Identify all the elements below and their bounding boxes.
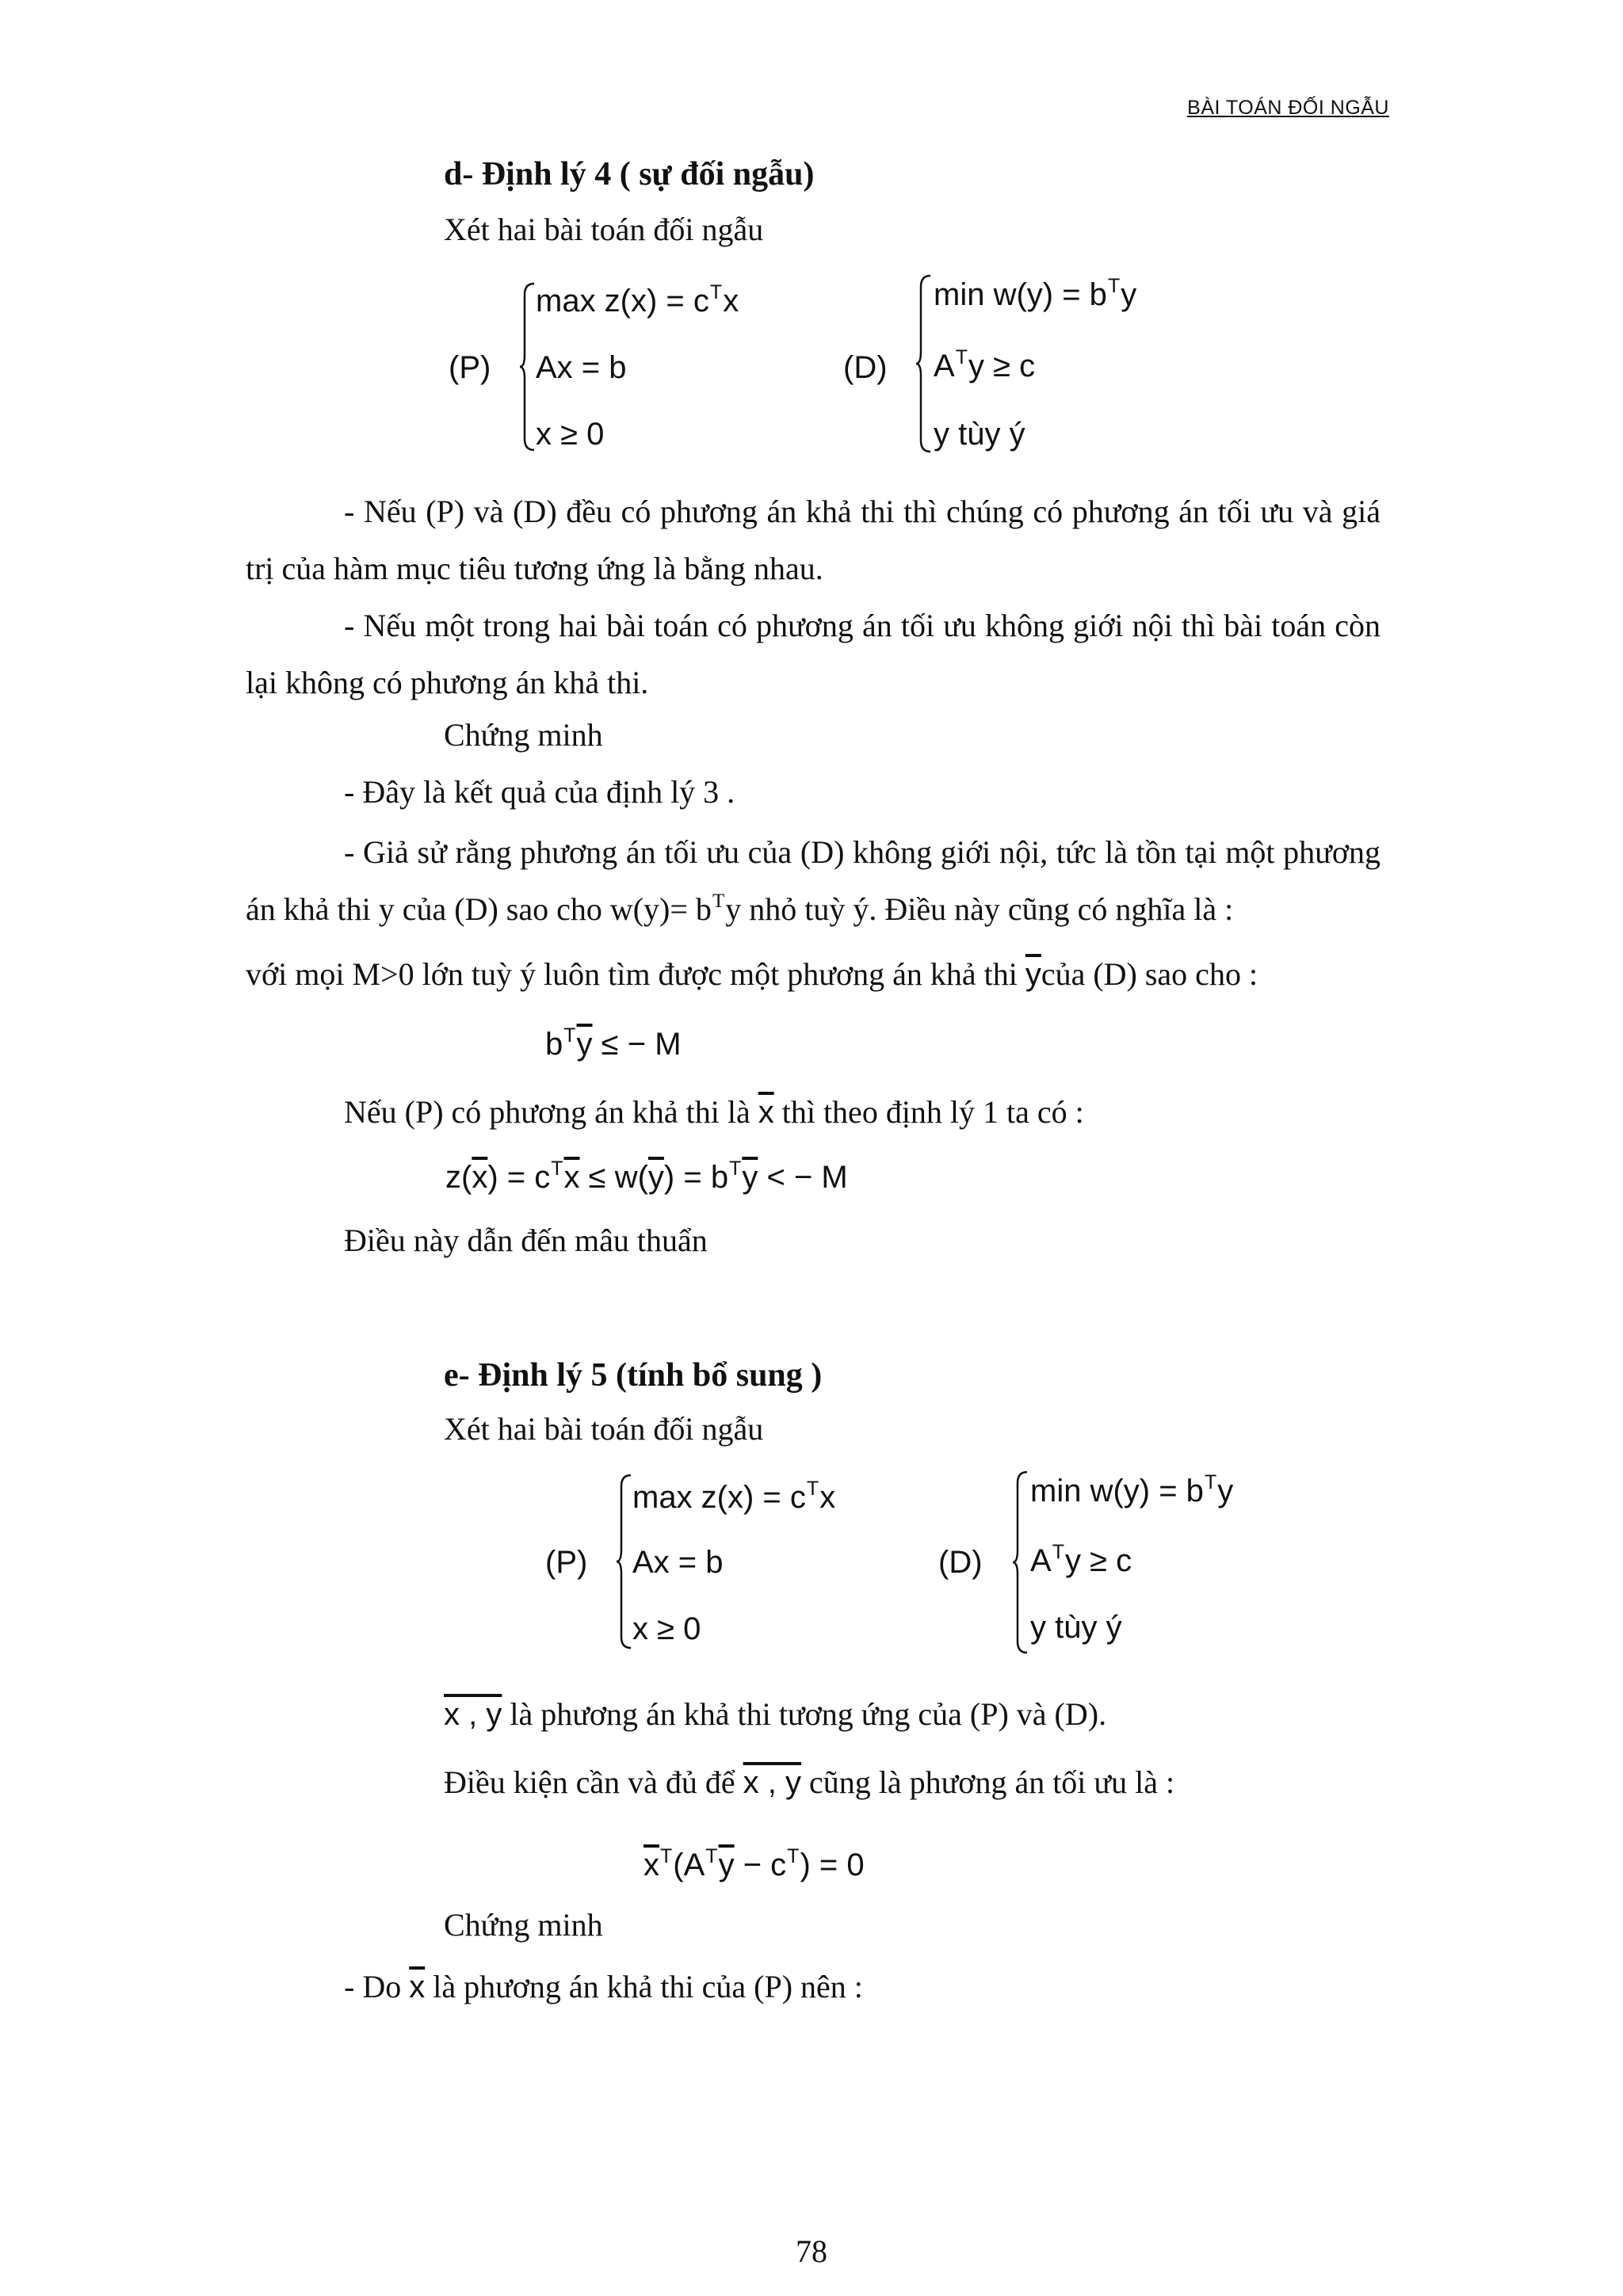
proof-line-1: - Đây là kết quả của định lý 3 . [344, 774, 735, 810]
dual-label: (D) [843, 350, 888, 385]
proof-line-3: với mọi M>0 lớn tuỳ ý luôn tìm được một phương án khả thi $\overline{y}của$ (D) sao cho : [246, 956, 1258, 992]
statement-1: - Nếu (P) và (D) đều có phương án khả thi thì chúng có phương án tối ưu và giá trị của hàm mục tiêu tương ứng là bằng nhau. [246, 494, 1381, 586]
inequality-1: $b^T\overline{y}$ ≤ − M [545, 1024, 682, 1062]
primal-label-2: (P) [545, 1545, 588, 1580]
primal-nonnegativity-2: x ≥ 0 [632, 1611, 701, 1646]
primal-constraint-2: Ax = b [632, 1545, 724, 1580]
proof-line-4: Nếu (P) có phương án khả thi là $\overline{x}$ thì theo định lý 1 ta có : [344, 1094, 1084, 1130]
theorem-5-intro: Xét hai bài toán đối ngẫu [444, 1411, 764, 1447]
primal-brace-2 [615, 1474, 634, 1650]
proof-title-2: Chứng minh [444, 1907, 603, 1943]
complementary-slackness-equation: $\overline{x}^T(A^T\overline{y} - c^T) = 0$ [643, 1845, 865, 1882]
dual-objective: $\min w(y) = b^Ty$ [934, 275, 1137, 312]
dual-brace-2 [1011, 1470, 1030, 1654]
inequality-2: $z(\overline{x}) = c^T\overline{x} \le w(\overline{y}) = b^T\overline{y}$ < − M [445, 1158, 848, 1195]
theorem-4-heading: d- Định lý 4 ( sự đối ngẫu) [444, 156, 815, 193]
primal-constraint: Ax = b [536, 350, 627, 385]
proof-line-2: - Giả sử rằng phương án tối ưu của (D) không giới nội, tức là tồn tại một phương án khả thi y của (D) sao cho $w(y)= b^Ty$ nhỏ tuỳ ý. Điều này cũng có nghĩa là : [246, 834, 1381, 927]
statement-2: - Nếu một trong hai bài toán có phương án tối ưu không giới nội thì bài toán còn lại không có phương án khả thi. [246, 608, 1381, 700]
dual-objective-2: $\min w(y) = b^Ty$ [1030, 1471, 1234, 1508]
dual-free-variable: y tùy ý [934, 417, 1025, 452]
dual-constraint-2: $A^Ty \ge c$ [1030, 1541, 1132, 1578]
dual-free-variable-2: y tùy ý [1030, 1610, 1122, 1645]
primal-label: (P) [449, 350, 491, 385]
conclusion: Điều này dẫn đến mâu thuẩn [344, 1222, 708, 1258]
primal-objective-2: $\max z(x) = c^Tx$ [632, 1478, 836, 1515]
theorem-5-heading: e- Định lý 5 (tính bổ sung ) [444, 1357, 823, 1394]
condition-line: Điều kiện cần và đủ để x , y cũng là phương án tối ưu là : [444, 1764, 1175, 1800]
running-header: BÀI TOÁN ĐỐI NGẪU [1187, 97, 1389, 119]
primal-nonnegativity: x ≥ 0 [536, 417, 605, 452]
theorem-4-intro: Xét hai bài toán đối ngẫu [444, 212, 764, 247]
page-number: 78 [796, 2233, 827, 2269]
dual-label-2: (D) [938, 1545, 983, 1580]
dual-constraint: $A^Ty \ge c$ [934, 346, 1036, 383]
dual-brace [915, 274, 934, 453]
primal-brace [518, 282, 537, 452]
primal-objective: $\max z(x) = c^Tx$ [536, 281, 739, 318]
proof-title: Chứng minh [444, 717, 603, 753]
feasible-line: x , y là phương án khả thi tương ứng của (P) và (D). [444, 1696, 1107, 1732]
proof-line-5: - Do $\overline{x}$ là phương án khả thi của (P) nên : [344, 1969, 863, 2004]
